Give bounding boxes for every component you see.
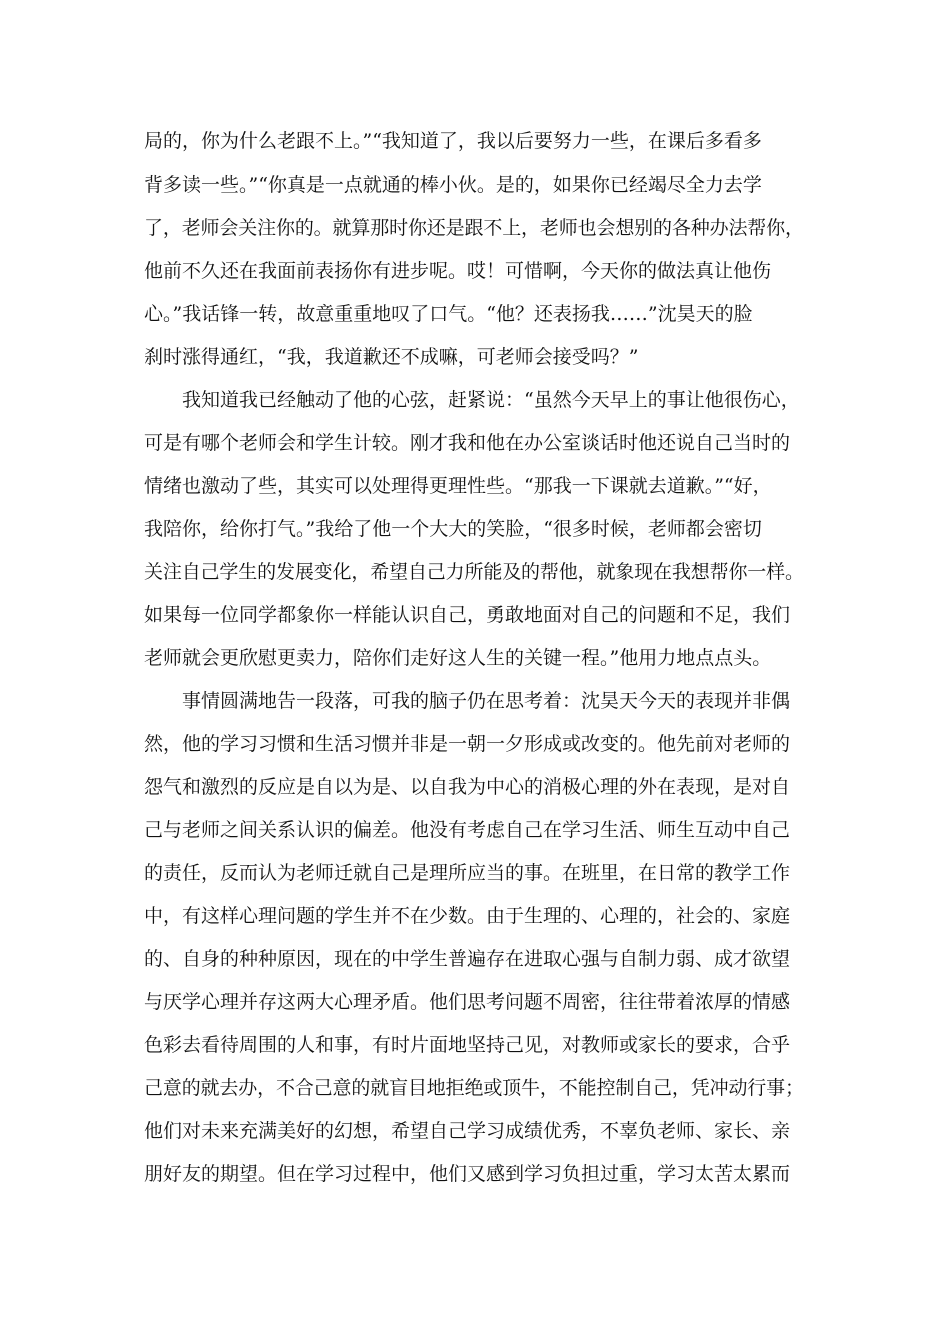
text-line: 与厌学心理并存这两大心理矛盾。他们思考问题不周密，往往带着浓厚的情感 xyxy=(144,991,791,1013)
text-line: 色彩去看待周围的人和事，有时片面地坚持己见，对教师或家长的要求，合乎 xyxy=(144,1034,791,1056)
text-line: 老师就会更欣慰更卖力，陪你们走好这人生的关键一程。”他用力地点点头。 xyxy=(144,647,772,669)
text-line: 然，他的学习习惯和生活习惯并非是一朝一夕形成或改变的。他先前对老师的 xyxy=(144,733,791,755)
text-line: 背多读一些。”“你真是一点就通的棒小伙。是的，如果你已经竭尽全力去学 xyxy=(144,174,762,196)
text-line: 朋好友的期望。但在学习过程中，他们又感到学习负担过重，学习太苦太累而 xyxy=(144,1163,791,1185)
text-line: 己意的就去办，不合己意的就盲目地拒绝或顶牛，不能控制自己，凭冲动行事； xyxy=(144,1077,804,1099)
text-line: 己与老师之间关系认识的偏差。他没有考虑自己在学习生活、师生互动中自己 xyxy=(144,819,791,841)
text-line: 他前不久还在我面前表扬你有进步呢。哎！可惜啊，今天你的做法真让他伤 xyxy=(144,260,772,282)
text-line: 我陪你，给你打气。”我给了他一个大大的笑脸，“很多时候，老师都会密切 xyxy=(144,518,762,540)
text-line: 心。”我话锋一转，故意重重地叹了口气。“他？还表扬我……”沈昊天的脸 xyxy=(144,303,753,325)
text-line: 他们对未来充满美好的幻想，希望自己学习成绩优秀，不辜负老师、家长、亲 xyxy=(144,1120,791,1142)
text-line: 了，老师会关注你的。就算那时你还是跟不上，老师也会想别的各种办法帮你， xyxy=(144,217,804,239)
text-line: 可是有哪个老师会和学生计较。刚才我和他在办公室谈话时他还说自己当时的 xyxy=(144,432,791,454)
paragraph-first-line: 事情圆满地告一段落，可我的脑子仍在思考着：沈昊天今天的表现并非偶 xyxy=(182,690,791,712)
text-line: 的、自身的种种原因，现在的中学生普遍存在进取心强与自制力弱、成才欲望 xyxy=(144,948,791,970)
text-line: 中，有这样心理问题的学生并不在少数。由于生理的、心理的，社会的、家庭 xyxy=(144,905,791,927)
text-line: 关注自己学生的发展变化，希望自己力所能及的帮他，就象现在我想帮你一样。 xyxy=(144,561,804,583)
text-line: 的责任，反而认为老师迁就自己是理所应当的事。在班里，在日常的教学工作 xyxy=(144,862,791,884)
text-line: 如果每一位同学都象你一样能认识自己，勇敢地面对自己的问题和不足，我们 xyxy=(144,604,791,626)
paragraph-first-line: 我知道我已经触动了他的心弦，赶紧说：“虽然今天早上的事让他很伤心， xyxy=(182,389,800,411)
text-line: 怨气和激烈的反应是自以为是、以自我为中心的消极心理的外在表现，是对自 xyxy=(144,776,791,798)
text-line: 情绪也激动了些，其实可以处理得更理性些。“那我一下课就去道歉。”“好， xyxy=(144,475,772,497)
text-line: 刹时涨得通红，“我，我道歉还不成嘛，可老师会接受吗？” xyxy=(144,346,639,368)
text-line: 局的，你为什么老跟不上。”“我知道了，我以后要努力一些，在课后多看多 xyxy=(144,130,762,152)
